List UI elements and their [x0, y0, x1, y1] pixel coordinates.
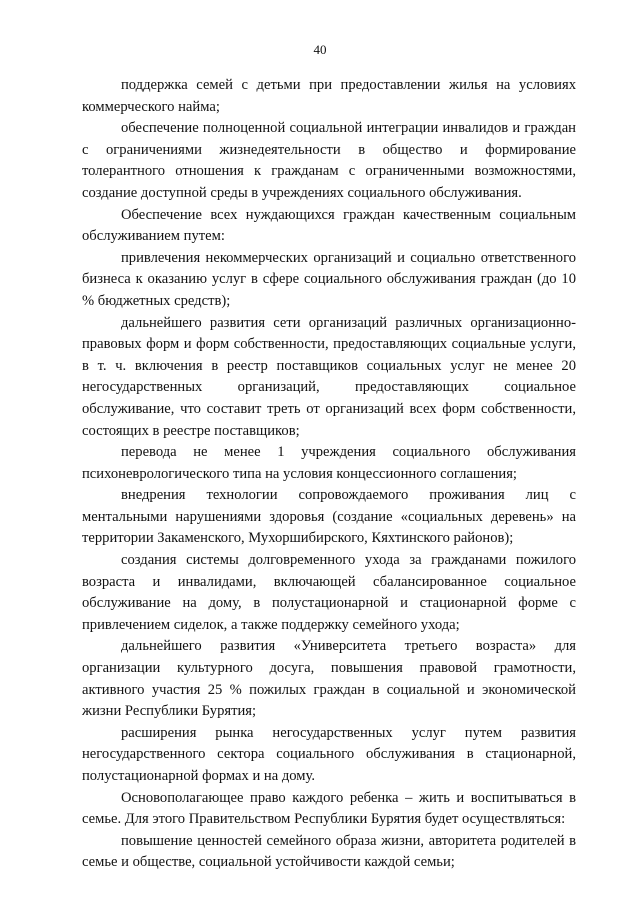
- document-body: [82, 75, 576, 874]
- paragraph-child-right-family: Основополагающее право каждого ребенка – жить и воспитываться в семье. Для этого Правительством Республики Бурятия будет осуществляться:: [82, 789, 576, 828]
- paragraph-provider-network: дальнейшего развития сети организаций различных организационно-правовых форм и форм собственности, предоставляющих социальные услуги, в т. ч. включения в реестр поставщиков социальных услуг не менее 20 негосударственных организаций, предоставляющих социальное обслуживание, что составит треть от организаций всех форм собственности, состоящих в реестре поставщиков;: [82, 314, 576, 439]
- paragraph-concession-transfer: перевода не менее 1 учреждения социального обслуживания психоневрологического типа на условия концессионного соглашения;: [82, 444, 576, 482]
- paragraph-nonprofit-involvement: привлечения некоммерческих организаций и социально ответственного бизнеса к оказанию услуг в сфере социального обслуживания граждан (до 10 % бюджетных средств);: [82, 249, 576, 309]
- page-number: 40: [313, 42, 327, 57]
- paragraph-third-age-university: дальнейшего развития «Университета третьего возраста» для организации культурного досуга, повышения правовой грамотности, активного участия 25 % пожилых граждан в социальной и экономической жизни Республики Бурятия;: [82, 638, 576, 720]
- paragraph-long-term-care: создания системы долговременного ухода за гражданами пожилого возраста и инвалидами, включающей сбалансированное социальное обслуживание на дому, в полустационарной и стационарной форме с привлечением сиделок, а также поддержку семейного ухода;: [82, 552, 576, 633]
- paragraph-family-housing: поддержка семей с детьми при предоставлении жилья на условиях коммерческого найма;: [82, 77, 576, 115]
- paragraph-quality-service-intro: Обеспечение всех нуждающихся граждан качественным социальным обслуживанием путем:: [82, 206, 576, 245]
- paragraph-disability-integration: обеспечение полноценной социальной интеграции инвалидов и граждан с ограничениями жизнедеятельности в общество и формирование толерантного отношения к гражданам с ограниченными возможностями, создание доступной среды в учреждениях социального обслуживания.: [82, 120, 576, 201]
- paragraph-family-values: повышение ценностей семейного образа жизни, авторитета родителей в семье и обществе, социальной устойчивости каждой семьи;: [82, 832, 576, 871]
- paragraph-supported-living: внедрения технологии сопровождаемого проживания лиц с ментальными нарушениями здоровья (создание «социальных деревень» на территории Закаменского, Мухоршибирского, Кяхтинского районов);: [82, 487, 576, 547]
- paragraph-nongovernment-market: расширения рынка негосударственных услуг путем развития негосударственного сектора социального обслуживания в стационарной, полустационарной формах и на дому.: [82, 724, 576, 784]
